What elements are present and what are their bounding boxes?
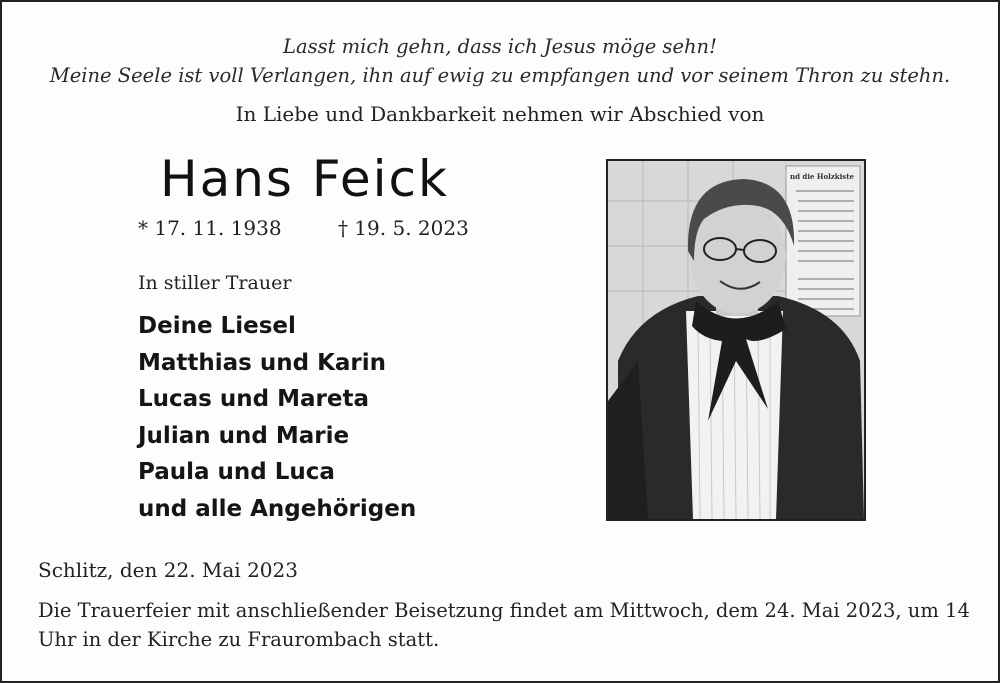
birth-date: * 17. 11. 1938 xyxy=(138,216,282,240)
portrait-photo xyxy=(606,159,866,521)
mourner-name: Matthias und Karin xyxy=(138,349,387,376)
verse-quote xyxy=(2,32,998,90)
mourner-name: Julian und Marie xyxy=(138,422,350,449)
sign-title: nd die Holzkiste xyxy=(790,172,854,181)
verse-line-2: Meine Seele ist voll Verlangen, ihn auf ewig zu empfangen und vor seinem Thron zu stehn. xyxy=(49,64,951,87)
death-date: † 19. 5. 2023 xyxy=(337,216,469,240)
mourners-list xyxy=(138,308,416,527)
mourner-name: Deine Liesel xyxy=(138,313,296,339)
mourning-label: In stiller Trauer xyxy=(138,272,292,294)
verse-line-1: Lasst mich gehn, dass ich Jesus möge sehn! xyxy=(283,35,717,58)
mourner-name: und alle Angehörigen xyxy=(138,495,417,522)
portrait-illustration xyxy=(608,161,864,519)
mourner-name: Lucas und Mareta xyxy=(138,386,369,412)
ceremony-details: Die Trauerfeier mit anschließender Beisetzung findet am Mittwoch, dem 24. Mai 2023, um 14 Uhr in der Kirche zu Fraurombach statt. xyxy=(38,599,970,651)
life-dates xyxy=(138,216,469,240)
deceased-name: Hans Feick xyxy=(160,150,449,208)
place-and-date: Schlitz, den 22. Mai 2023 xyxy=(38,558,298,582)
farewell-intro: In Liebe und Dankbarkeit nehmen wir Abschied von xyxy=(235,102,765,126)
mourner-name: Paula und Luca xyxy=(138,459,335,485)
